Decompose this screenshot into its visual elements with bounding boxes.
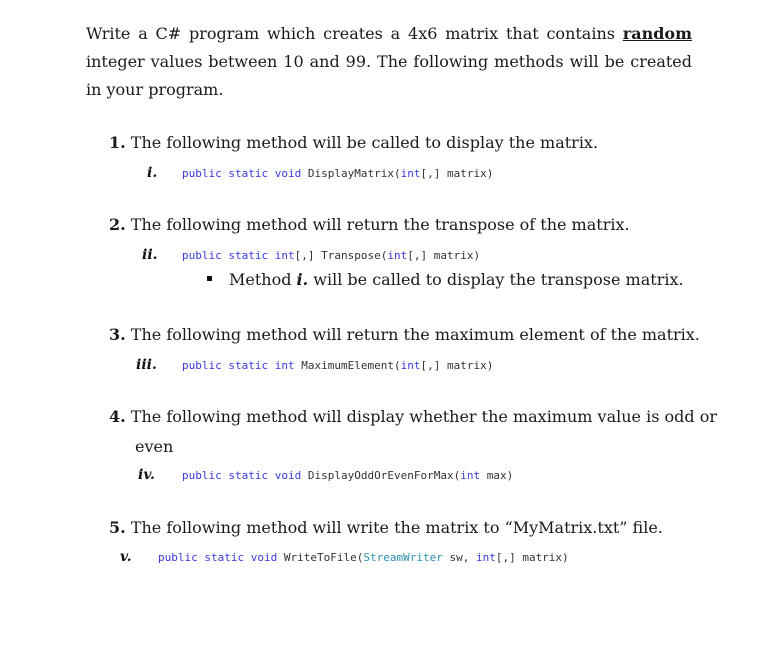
item-3-heading	[109, 325, 700, 344]
code-token: WriteToFile(	[277, 551, 364, 564]
code-token: [,]	[294, 249, 315, 262]
code-token: static	[228, 469, 269, 482]
roman-label-i: i.	[147, 165, 158, 181]
item-text: The following method will be called to display the matrix.	[130, 133, 599, 152]
code-token: sw,	[442, 551, 476, 564]
item-number: 1.	[109, 133, 126, 152]
code-token: even	[135, 437, 174, 456]
method-signature-display	[182, 167, 493, 180]
intro-text-1: Write a C# program which creates a 4x6 matrix that contains	[86, 24, 623, 43]
code-token: public	[158, 551, 198, 564]
code-token: public	[182, 249, 222, 262]
method-signature-oddeven	[182, 469, 513, 482]
roman-label-v: v.	[120, 549, 132, 565]
code-token: DisplayOddOrEvenForMax(	[301, 469, 461, 482]
code-token: public	[182, 167, 222, 180]
roman-label-iv: iv.	[138, 467, 155, 483]
item-5-heading	[109, 518, 663, 537]
code-token: static	[228, 167, 269, 180]
code-token: DisplayMatrix(	[301, 167, 401, 180]
item-text: The following method will display whether the maximum value is odd or	[130, 407, 717, 426]
code-token: int	[274, 249, 295, 262]
code-token: int	[400, 359, 421, 372]
item-4-continuation	[135, 437, 173, 456]
code-token: StreamWriter	[363, 551, 443, 564]
code-token: int	[387, 249, 408, 262]
item-number: 3.	[109, 325, 126, 344]
code-token: public	[182, 469, 222, 482]
method-signature-maximum	[182, 359, 493, 372]
code-token: static	[228, 249, 269, 262]
code-token: MaximumElement(	[294, 359, 401, 372]
code-token: static	[204, 551, 245, 564]
code-token: void	[274, 167, 302, 180]
code-token: void	[274, 469, 302, 482]
item-number: 4.	[109, 407, 126, 426]
code-token: [,] matrix)	[495, 551, 569, 564]
code-token: [,] matrix)	[407, 249, 481, 262]
code-token: will be called to display the transpose matrix.	[308, 270, 684, 289]
method-signature-writetofile	[158, 551, 569, 564]
intro-emphasis-random: random	[622, 24, 692, 43]
item-number: 5.	[109, 518, 126, 537]
code-token: public	[182, 359, 222, 372]
item-text: The following method will write the matrix to “MyMatrix.txt” file.	[130, 518, 663, 537]
roman-label-iii: iii.	[136, 357, 157, 373]
item-2-heading	[109, 215, 630, 234]
item-text: The following method will return the transpose of the matrix.	[130, 215, 630, 234]
intro-paragraph	[86, 20, 692, 104]
code-token: max)	[480, 469, 514, 482]
code-token: Transpose(	[314, 249, 388, 262]
code-token: i.	[296, 270, 309, 289]
item-number: 2.	[109, 215, 126, 234]
roman-label-ii: ii.	[142, 247, 158, 263]
code-token: int	[475, 551, 496, 564]
code-token: [,] matrix)	[420, 359, 494, 372]
code-token: [,] matrix)	[420, 167, 494, 180]
bullet-square-icon	[207, 276, 212, 281]
intro-text-2: integer values between 10 and 99. The following methods will be created in your program.	[86, 52, 692, 99]
code-token: int	[460, 469, 481, 482]
code-token: int	[400, 167, 421, 180]
bullet-note	[207, 270, 684, 289]
item-1-heading	[109, 133, 598, 152]
code-token: Method	[229, 270, 297, 289]
method-signature-transpose	[182, 249, 480, 262]
code-token: void	[250, 551, 278, 564]
code-token: static	[228, 359, 269, 372]
code-token: int	[274, 359, 295, 372]
item-text: The following method will return the maximum element of the matrix.	[130, 325, 700, 344]
item-4-heading	[109, 407, 717, 426]
